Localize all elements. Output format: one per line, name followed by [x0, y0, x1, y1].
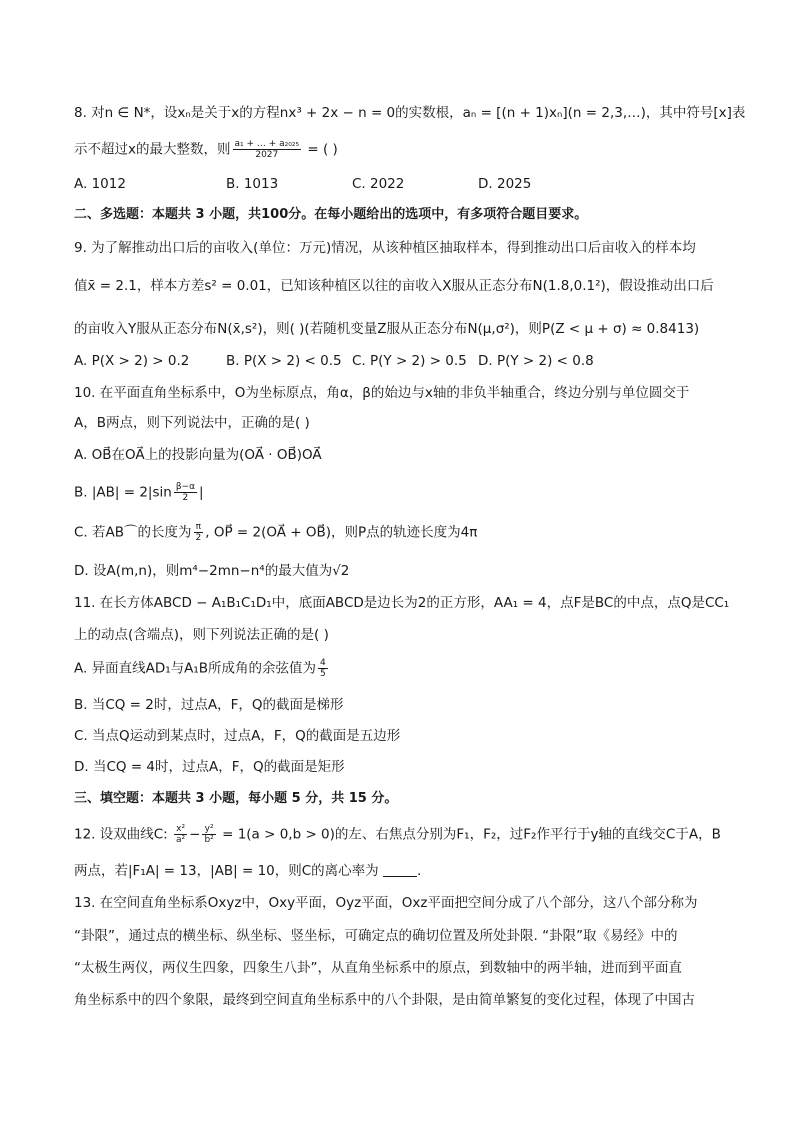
q12-line1 [74, 824, 724, 845]
q11-a-frac-numerator: 4 [320, 658, 326, 668]
q8-fraction [233, 139, 302, 160]
section-multi-choice-heading: 二、多选题：本题共 3 小题，共100分。在每小题给出的选项中，有多项符合题目要求。 [74, 207, 588, 222]
q13-line1: 13. 在空间直角坐标系Oxyz中，Oxy平面，Oyz平面，Oxz平面把空间分成了八个部分，这八个部分称为 [74, 895, 698, 911]
q12-line1-end: = 1(a > 0,b > 0)的左、右焦点分别为F₁，F₂，过F₂作平行于y轴的直线交C于A，B [217, 826, 721, 843]
q12-fy-denominator: b² [204, 835, 214, 845]
q9-option-d[interactable]: D. P(Y > 2) < 0.8 [478, 353, 594, 369]
q10-option-a[interactable]: A. OB⃗在OA⃗上的投影向量为(OA⃗ · OB⃗)OA⃗ [74, 447, 322, 463]
q10-b-frac-numerator: β−α [175, 482, 196, 492]
q11-option-a-text: A. 异面直线AD₁与A₁B所成角的余弦值为 [74, 660, 317, 677]
q10-option-c[interactable] [74, 522, 724, 543]
q13-line3: “太极生两仪，两仪生四象，四象生八卦”，从直角坐标系中的原点，到数轴中的两半轴，进而到平面直 [74, 960, 682, 976]
q10-option-c-text: C. 若AB⌒的长度为 [74, 524, 192, 541]
q12-fraction-x [174, 824, 187, 845]
q12-fx-denominator: a² [176, 835, 186, 845]
q11-line2: 上的动点(含端点)，则下列说法正确的是( ) [74, 627, 329, 643]
q10-option-d[interactable]: D. 设A(m,n)，则m⁴−2mn−n⁴的最大值为√2 [74, 563, 350, 579]
q11-option-a-fraction [318, 658, 328, 679]
q11-option-d[interactable]: D. 当CQ = 4时，过点A，F，Q的截面是矩形 [74, 759, 345, 775]
section-fill-in-heading: 三、填空题：本题共 3 小题，每小题 5 分，共 15 分。 [74, 791, 398, 806]
q8-line1: 8. 对n ∈ N*，设xₙ是关于x的方程nx³ + 2x − n = 0的实数根，aₙ = [(n + 1)xₙ](n = 2,3,…)，其中符号[x]表 [74, 105, 746, 121]
q11-option-b[interactable]: B. 当CQ = 2时，过点A，F，Q的截面是梯形 [74, 697, 344, 713]
q10-line1: 10. 在平面直角坐标系中，O为坐标原点，角α，β的始边与x轴的非负半轴重合，终边分别与单位圆交于 [74, 385, 690, 401]
q13-line4: 角坐标系中的四个象限，最终到空间直角坐标系中的八个卦限，是由简单繁复的变化过程，体现了中国古 [74, 992, 695, 1008]
q10-b-frac-denominator: 2 [182, 493, 189, 503]
q8-option-d[interactable]: D. 2025 [478, 176, 532, 192]
q9-line3: 的亩收入Y服从正态分布N(x̄,s²)，则( )(若随机变量Z服从正态分布N(μ,σ²)，则P(Z < μ + σ) ≈ 0.8413) [74, 321, 700, 337]
q12-line2-text: 两点，若|F₁A| = 13，|AB| = 10，则C的离心率为 [74, 863, 379, 879]
q8-line2-text: 示不超过x的最大整数，则 [74, 141, 231, 158]
q10-option-c-fraction [194, 522, 204, 543]
q12-line2 [74, 861, 724, 881]
q12-fy-numerator: y² [202, 824, 215, 835]
q9-option-b[interactable]: B. P(X > 2) < 0.5 [226, 353, 342, 369]
q8-line2 [74, 139, 724, 160]
q9-option-c[interactable]: C. P(Y > 2) > 0.5 [352, 353, 467, 369]
q10-c-frac-numerator: π [194, 522, 204, 533]
q11-option-c[interactable]: C. 当点Q运动到某点时，过点A，F，Q的截面是五边形 [74, 728, 401, 744]
q12-line2-end: . [416, 863, 422, 879]
q12-answer-blank[interactable] [383, 864, 417, 877]
q8-option-c[interactable]: C. 2022 [352, 176, 405, 192]
q13-line2: “卦限”，通过点的横坐标、纵坐标、竖坐标，可确定点的确切位置及所处卦限. “卦限”取《易经》中的 [74, 928, 678, 944]
q9-option-a[interactable]: A. P(X > 2) > 0.2 [74, 353, 190, 369]
q10-line2: A，B两点，则下列说法中，正确的是( ) [74, 415, 310, 431]
q8-line2-end: = ( ) [303, 141, 338, 158]
q8-frac-numerator: a₁ + … + a₂₀₂₅ [234, 139, 300, 149]
q10-option-c-end: , OP⃗ = 2(OA⃗ + OB⃗)，则P点的轨迹长度为4π [205, 524, 478, 541]
q8-option-b[interactable]: B. 1013 [226, 176, 279, 192]
q9-line1: 9. 为了解推动出口后的亩收入(单位：万元)情况，从该种植区抽取样本，得到推动出口后亩收入的样本均 [74, 240, 696, 256]
q10-option-b-fraction [174, 482, 197, 503]
q12-minus-sign: − [189, 826, 201, 843]
q10-option-b-end: | [199, 484, 204, 501]
q10-option-b[interactable] [74, 482, 724, 503]
q8-option-a[interactable]: A. 1012 [74, 176, 126, 192]
q12-fx-numerator: x² [174, 824, 187, 835]
q12-fraction-y [202, 824, 215, 845]
q10-c-frac-denominator: 2 [195, 533, 202, 543]
q11-line1: 11. 在长方体ABCD − A₁B₁C₁D₁中，底面ABCD是边长为2的正方形，AA₁ = 4，点F是BC的中点，点Q是CC₁ [74, 595, 730, 611]
q10-option-b-text: B. |AB| = 2|sin [74, 484, 172, 501]
q12-line1-text: 12. 设双曲线C: [74, 826, 173, 843]
q9-line2: 值x̄ = 2.1，样本方差s² = 0.01，已知该种植区以往的亩收入X服从正态分布N(1.8,0.1²)，假设推动出口后 [74, 278, 714, 294]
q11-option-a[interactable] [74, 658, 724, 679]
q11-a-frac-denominator: 5 [320, 669, 326, 679]
q8-frac-denominator: 2027 [255, 150, 279, 160]
